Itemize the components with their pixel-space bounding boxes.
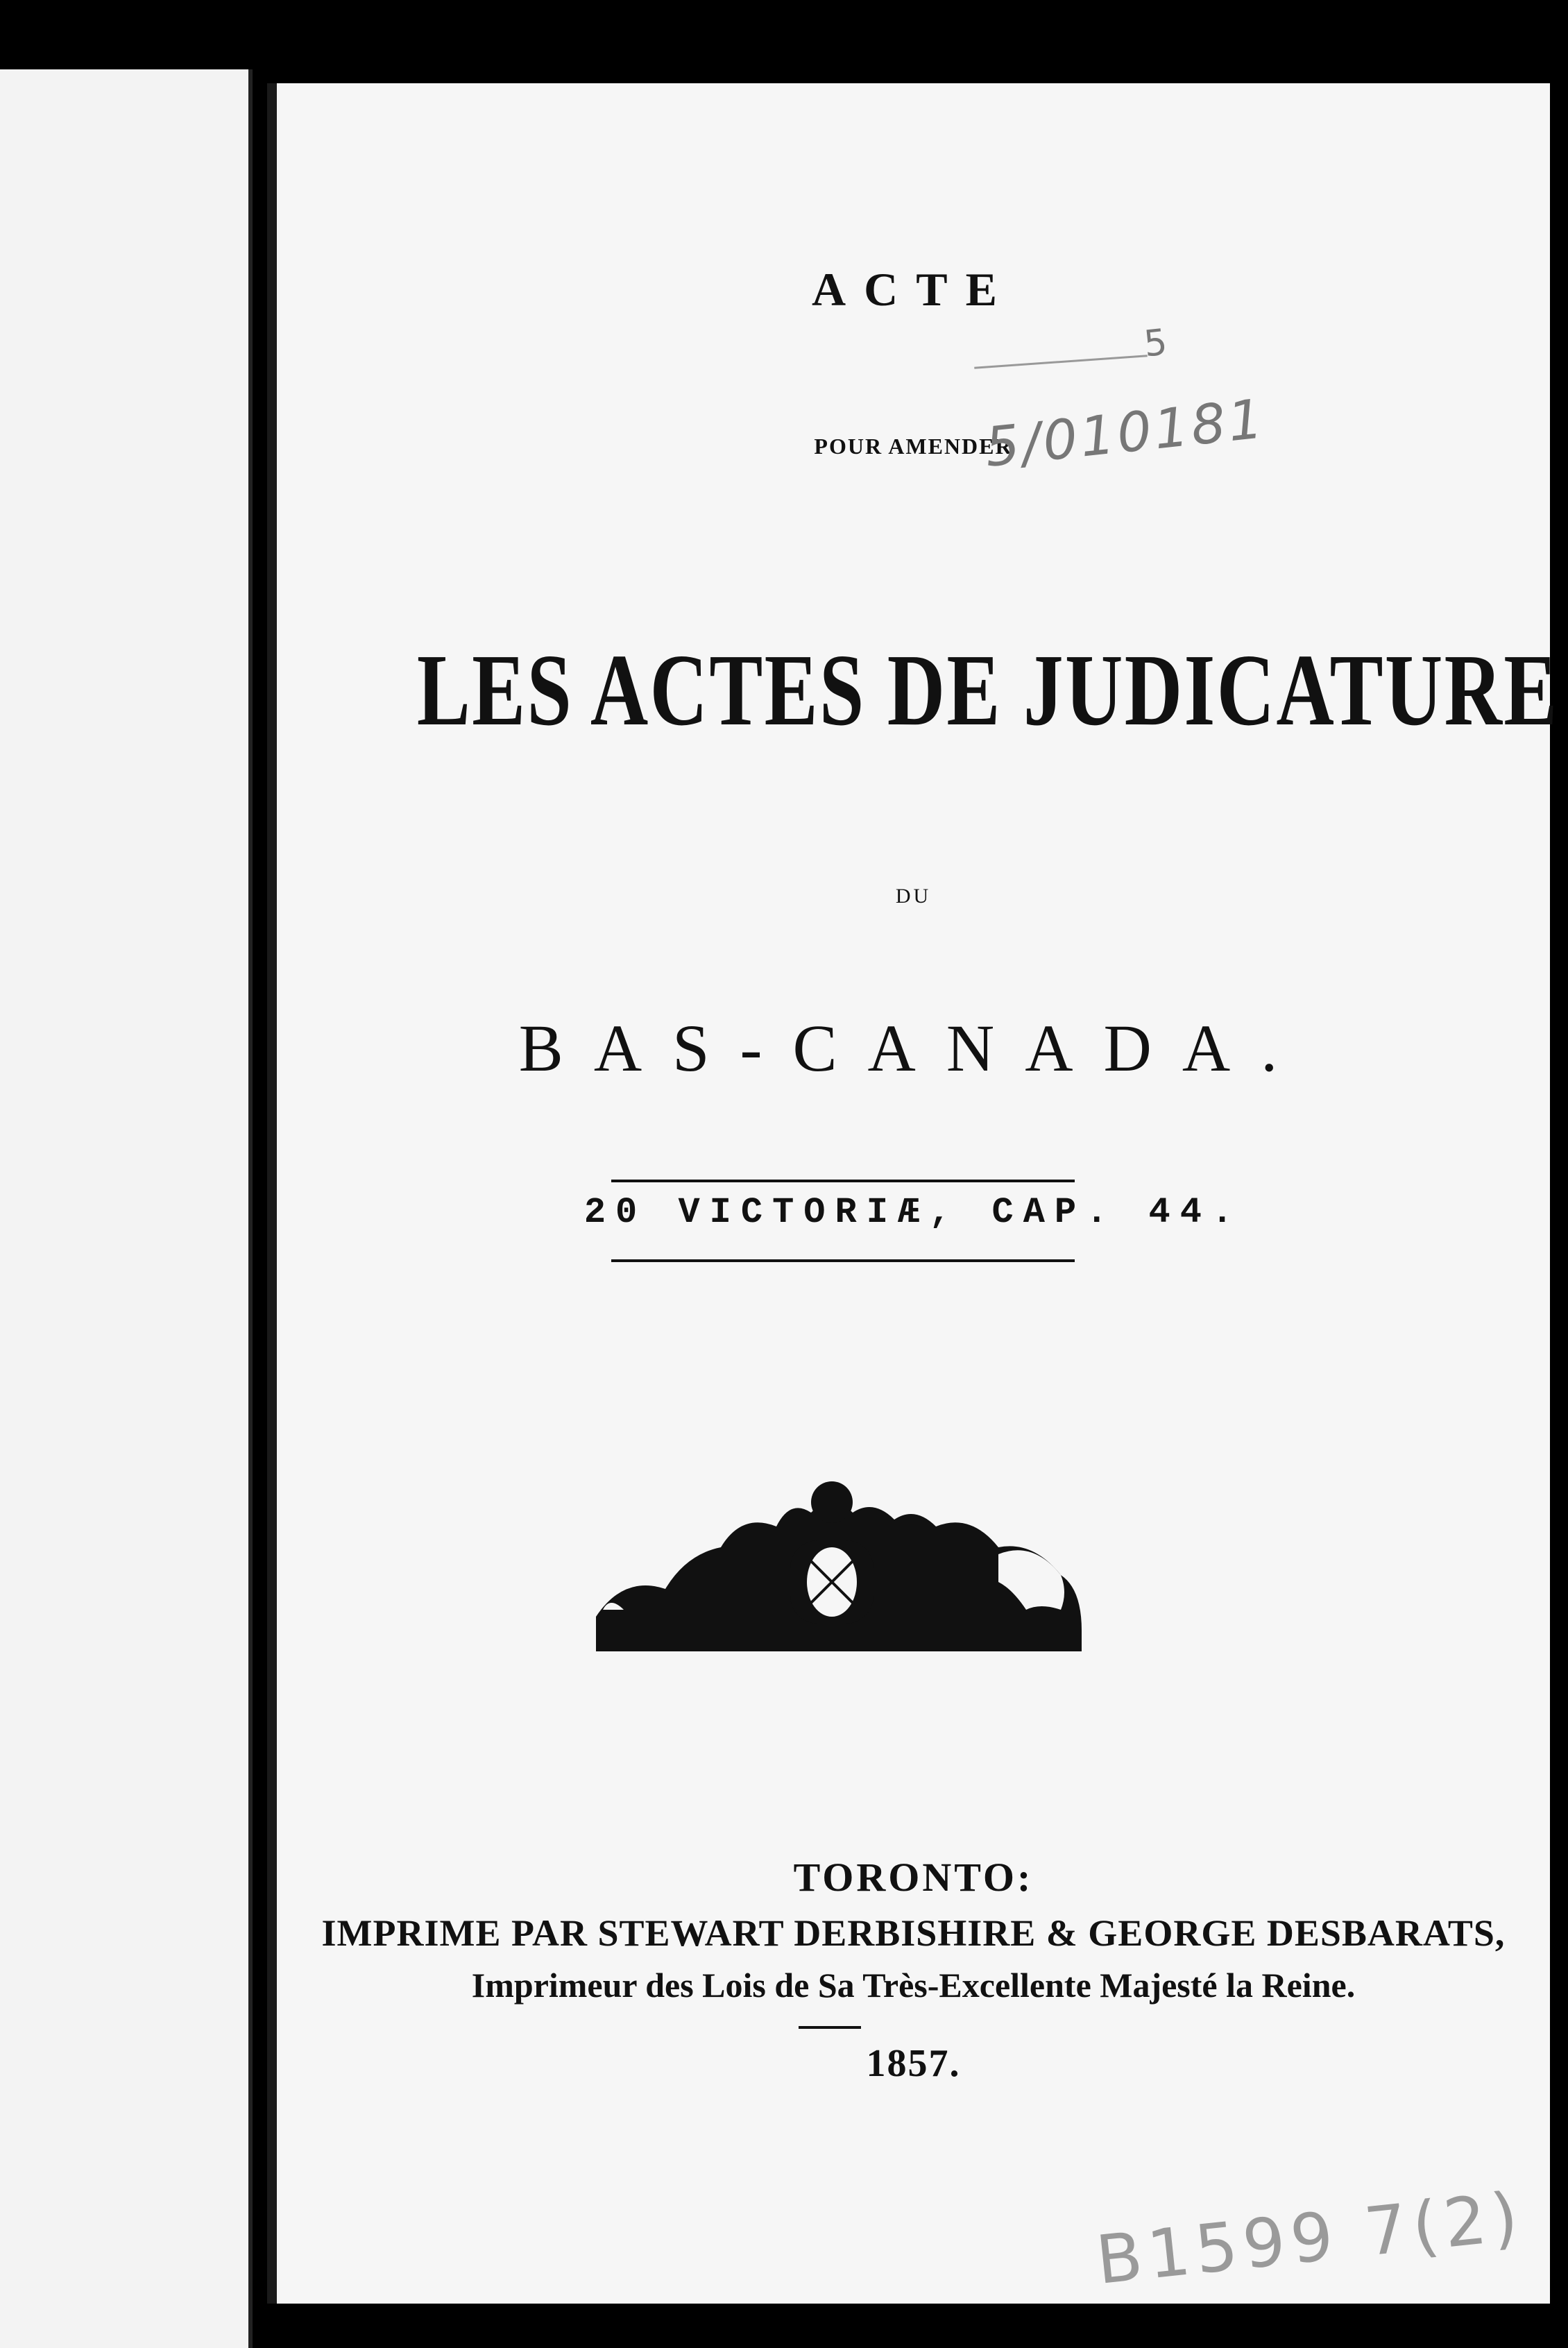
- imprint-city: TORONTO:: [793, 1855, 1034, 1900]
- handwritten-catalog-number: 5/010181: [982, 388, 1269, 479]
- heading-pour-amender: POUR AMENDER: [814, 434, 1013, 459]
- royal-coat-of-arms-emblem: [582, 1471, 1096, 1672]
- heading-acte: ACTE: [812, 263, 1015, 316]
- handwritten-note-top: 5: [1141, 321, 1170, 366]
- imprint-role: Imprimeur des Lois de Sa Très-Excellente Majesté la Reine.: [471, 1966, 1356, 2005]
- heading-place: BAS-CANADA.: [518, 1011, 1309, 1085]
- heading-main-title: LES ACTES DE JUDICATURE: [416, 633, 1559, 747]
- divider-small: [799, 2026, 861, 2029]
- imprint-printers: IMPRIME PAR STEWART DERBISHIRE & GEORGE DESBARATS,: [321, 1912, 1506, 1954]
- title-page: [267, 83, 1559, 2304]
- imprint-year: 1857.: [866, 2042, 961, 2085]
- handwritten-underline: [974, 355, 1148, 368]
- statute-citation: 20 VICTORIÆ, CAP. 44.: [583, 1192, 1243, 1233]
- divider-bottom: [611, 1259, 1075, 1262]
- divider-top: [611, 1180, 1075, 1182]
- heading-du: DU: [895, 885, 932, 908]
- handwritten-shelf-mark: B1599 7(2): [1092, 2177, 1527, 2299]
- left-page-edge: [0, 69, 253, 2348]
